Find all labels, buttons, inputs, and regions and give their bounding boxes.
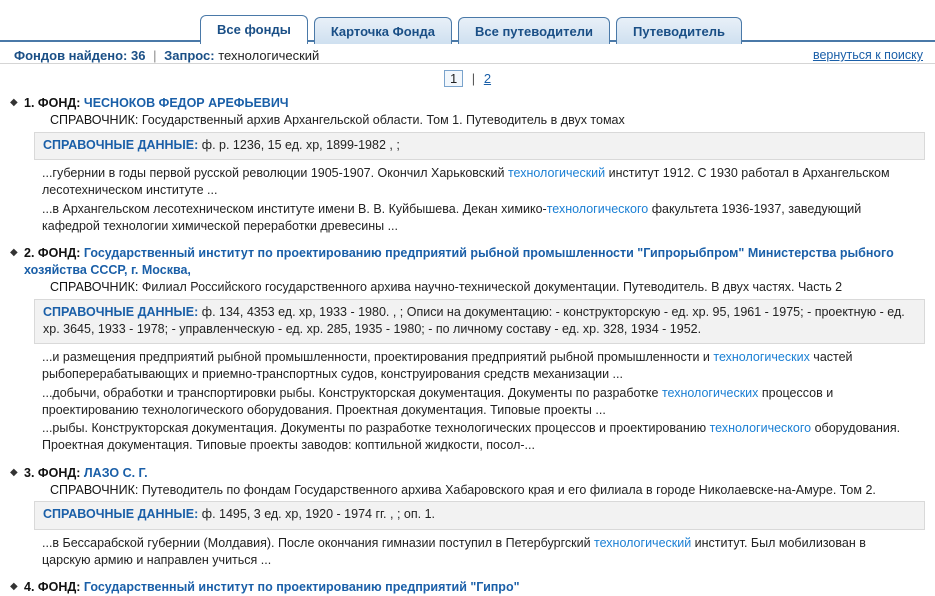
bullet-icon: ◆ bbox=[10, 247, 18, 258]
back-to-search-link[interactable]: вернуться к поиску bbox=[812, 48, 923, 62]
result-number: 3. bbox=[24, 465, 35, 480]
tab-guide-label: Путеводитель bbox=[632, 24, 725, 39]
snippet-line bbox=[42, 165, 917, 200]
bullet-icon: ◆ bbox=[10, 97, 18, 108]
bullet-icon: ◆ bbox=[10, 581, 18, 593]
pagination bbox=[0, 64, 935, 91]
reference-data-box bbox=[34, 299, 925, 345]
spravochnik-line bbox=[10, 279, 925, 296]
spravochnik-label: СПРАВОЧНИК: bbox=[50, 279, 139, 294]
fond-name-link[interactable]: Государственный институт по проектированию предприятий рыбной промышленности "Гипрорыбпром" Министерства рыбного хозяйства СССР, г. Москва, bbox=[24, 246, 894, 277]
result-header bbox=[10, 465, 925, 482]
result-number: 1. bbox=[24, 96, 35, 110]
snippet-line bbox=[42, 420, 917, 455]
page-2-link[interactable]: 2 bbox=[483, 71, 492, 86]
spravochnik-label: СПРАВОЧНИК: bbox=[50, 482, 139, 497]
snippet-text: институт 1912. С 1930 работал в Архангельском лесотехническом институте ... bbox=[42, 166, 890, 198]
reference-data-box bbox=[34, 501, 925, 529]
result-item bbox=[10, 579, 925, 596]
page-1-current[interactable]: 1 bbox=[444, 70, 463, 87]
tab-guide[interactable] bbox=[616, 17, 742, 44]
info-separator: | bbox=[153, 48, 157, 63]
result-header bbox=[10, 579, 925, 596]
snippet-line bbox=[42, 201, 917, 236]
reference-data-value: ф. 1495, 3 ед. хр, 1920 - 1974 гг. , ; оп. 1. bbox=[201, 507, 435, 522]
fond-label: ФОНД: bbox=[37, 580, 81, 595]
spravochnik-line bbox=[10, 112, 925, 129]
reference-data-label: СПРАВОЧНЫЕ ДАННЫЕ: bbox=[43, 507, 199, 522]
snippet-text: частей рыбоперерабатывающих и приемно-транспортных судов, конструирования средств механизации ... bbox=[42, 350, 853, 382]
found-count: 36 bbox=[131, 48, 146, 63]
reference-data-value: ф. 134, 4353 ед. хр, 1933 - 1980. , ; Описи на документацию: - конструкторскую - ед. хр. 95, 1961 - 1975; - проектную - ед. хр. 3645, 1933 - 1978; - управленческую - ед. хр. 285, 1935 - 1980; - по личному составу - ед. хр. 328, 1934 - 1952. bbox=[43, 304, 905, 336]
spravochnik-value: Государственный архив Архангельской области. Том 1. Путеводитель в двух томах bbox=[141, 112, 625, 127]
fond-name-link[interactable]: Государственный институт по проектированию предприятий "Гипро" bbox=[83, 580, 520, 595]
query-value: технологический bbox=[218, 48, 320, 63]
pager-separator: | bbox=[471, 71, 476, 86]
snippet-highlight: технологический bbox=[594, 535, 692, 550]
snippet-text: ...в Архангельском лесотехническом институте имени В. В. Куйбышева. Декан химико- bbox=[42, 201, 547, 216]
query-label: Запрос: bbox=[164, 48, 215, 63]
reference-data-box bbox=[34, 132, 925, 160]
results-info-bar bbox=[0, 42, 935, 64]
snippet-block bbox=[34, 533, 925, 574]
snippet-line bbox=[42, 385, 917, 420]
tab-all-fonds-label: Все фонды bbox=[217, 22, 291, 37]
snippet-text: факультета 1936-1937, заведующий кафедрой технологии химической переработки древесины ... bbox=[42, 201, 862, 233]
fond-label: ФОНД: bbox=[37, 246, 81, 260]
snippet-text: ...рыбы. Конструкторская документация. Документы по разработке технологических процессов и проектированию bbox=[42, 421, 710, 436]
tab-fond-card[interactable] bbox=[314, 17, 452, 44]
fond-name-link[interactable]: ЛАЗО С. Г. bbox=[83, 465, 148, 480]
result-item bbox=[10, 95, 925, 239]
snippet-line bbox=[42, 535, 917, 570]
snippet-highlight: технологических bbox=[661, 385, 759, 400]
snippet-highlight: технологический bbox=[507, 166, 606, 180]
spravochnik-value: Путеводитель по фондам Государственного архива Хабаровского края и его филиала в городе Николаевске-на-Амуре. Том 2. bbox=[141, 482, 876, 497]
result-item bbox=[10, 465, 925, 574]
result-header bbox=[10, 95, 925, 112]
fond-label: ФОНД: bbox=[37, 465, 81, 480]
tab-all-fonds[interactable] bbox=[200, 15, 308, 44]
spravochnik-value: Филиал Российского государственного архива научно-технической документации. Путеводитель. В двух частях. Часть 2 bbox=[141, 279, 843, 294]
reference-data-value: ф. р. 1236, 15 ед. хр, 1899-1982 , ; bbox=[201, 137, 400, 152]
tab-all-guides-label: Все путеводители bbox=[474, 24, 593, 39]
found-label: Фондов найдено: bbox=[14, 48, 128, 63]
snippet-highlight: технологического bbox=[709, 421, 812, 436]
snippet-text: ...и размещения предприятий рыбной промышленности, проектирования предприятий рыбной промышленности и bbox=[42, 350, 714, 365]
fond-label: ФОНД: bbox=[37, 96, 81, 110]
snippet-text: ...губернии в годы первой русской революции 1905-1907. Окончил Харьковский bbox=[42, 166, 508, 180]
fond-name-link[interactable]: ЧЕСНОКОВ ФЕДОР АРЕФЬЕВИЧ bbox=[83, 96, 289, 110]
spravochnik-line bbox=[10, 482, 925, 499]
result-number: 2. bbox=[24, 246, 35, 260]
snippet-text: процессов и проектированию технологического оборудования. Проектная документация. Типовые проекты ... bbox=[42, 385, 834, 417]
snippet-text: ...в Бессарабской губернии (Молдавия). После окончания гимназии поступил в Петербургский bbox=[42, 535, 595, 550]
tab-all-guides[interactable] bbox=[458, 17, 610, 44]
spravochnik-label: СПРАВОЧНИК: bbox=[50, 112, 139, 127]
result-item bbox=[10, 245, 925, 459]
tab-list bbox=[200, 0, 935, 42]
snippet-line bbox=[42, 349, 917, 384]
snippet-highlight: технологических bbox=[713, 350, 810, 365]
tab-bar bbox=[0, 0, 935, 42]
bullet-icon: ◆ bbox=[10, 466, 18, 478]
tab-fond-card-label: Карточка Фонда bbox=[330, 24, 435, 39]
reference-data-label: СПРАВОЧНЫЕ ДАННЫЕ: bbox=[43, 137, 199, 152]
result-number: 4. bbox=[24, 580, 35, 595]
result-header bbox=[10, 245, 925, 279]
snippet-block bbox=[34, 347, 925, 459]
results-list bbox=[0, 91, 935, 596]
snippet-text: институт. Был мобилизован в царскую армию и направлен учиться ... bbox=[42, 535, 866, 567]
snippet-text: ...добычи, обработки и транспортировки рыбы. Конструкторская документация. Документы по разработке bbox=[42, 385, 662, 400]
snippet-highlight: технологического bbox=[546, 201, 649, 216]
reference-data-label: СПРАВОЧНЫЕ ДАННЫЕ: bbox=[43, 304, 199, 319]
snippet-block bbox=[34, 163, 925, 239]
snippet-text: оборудования. Проектная документация. Типовые проекты заводов: коптильной жидкости, посол-... bbox=[42, 421, 901, 453]
